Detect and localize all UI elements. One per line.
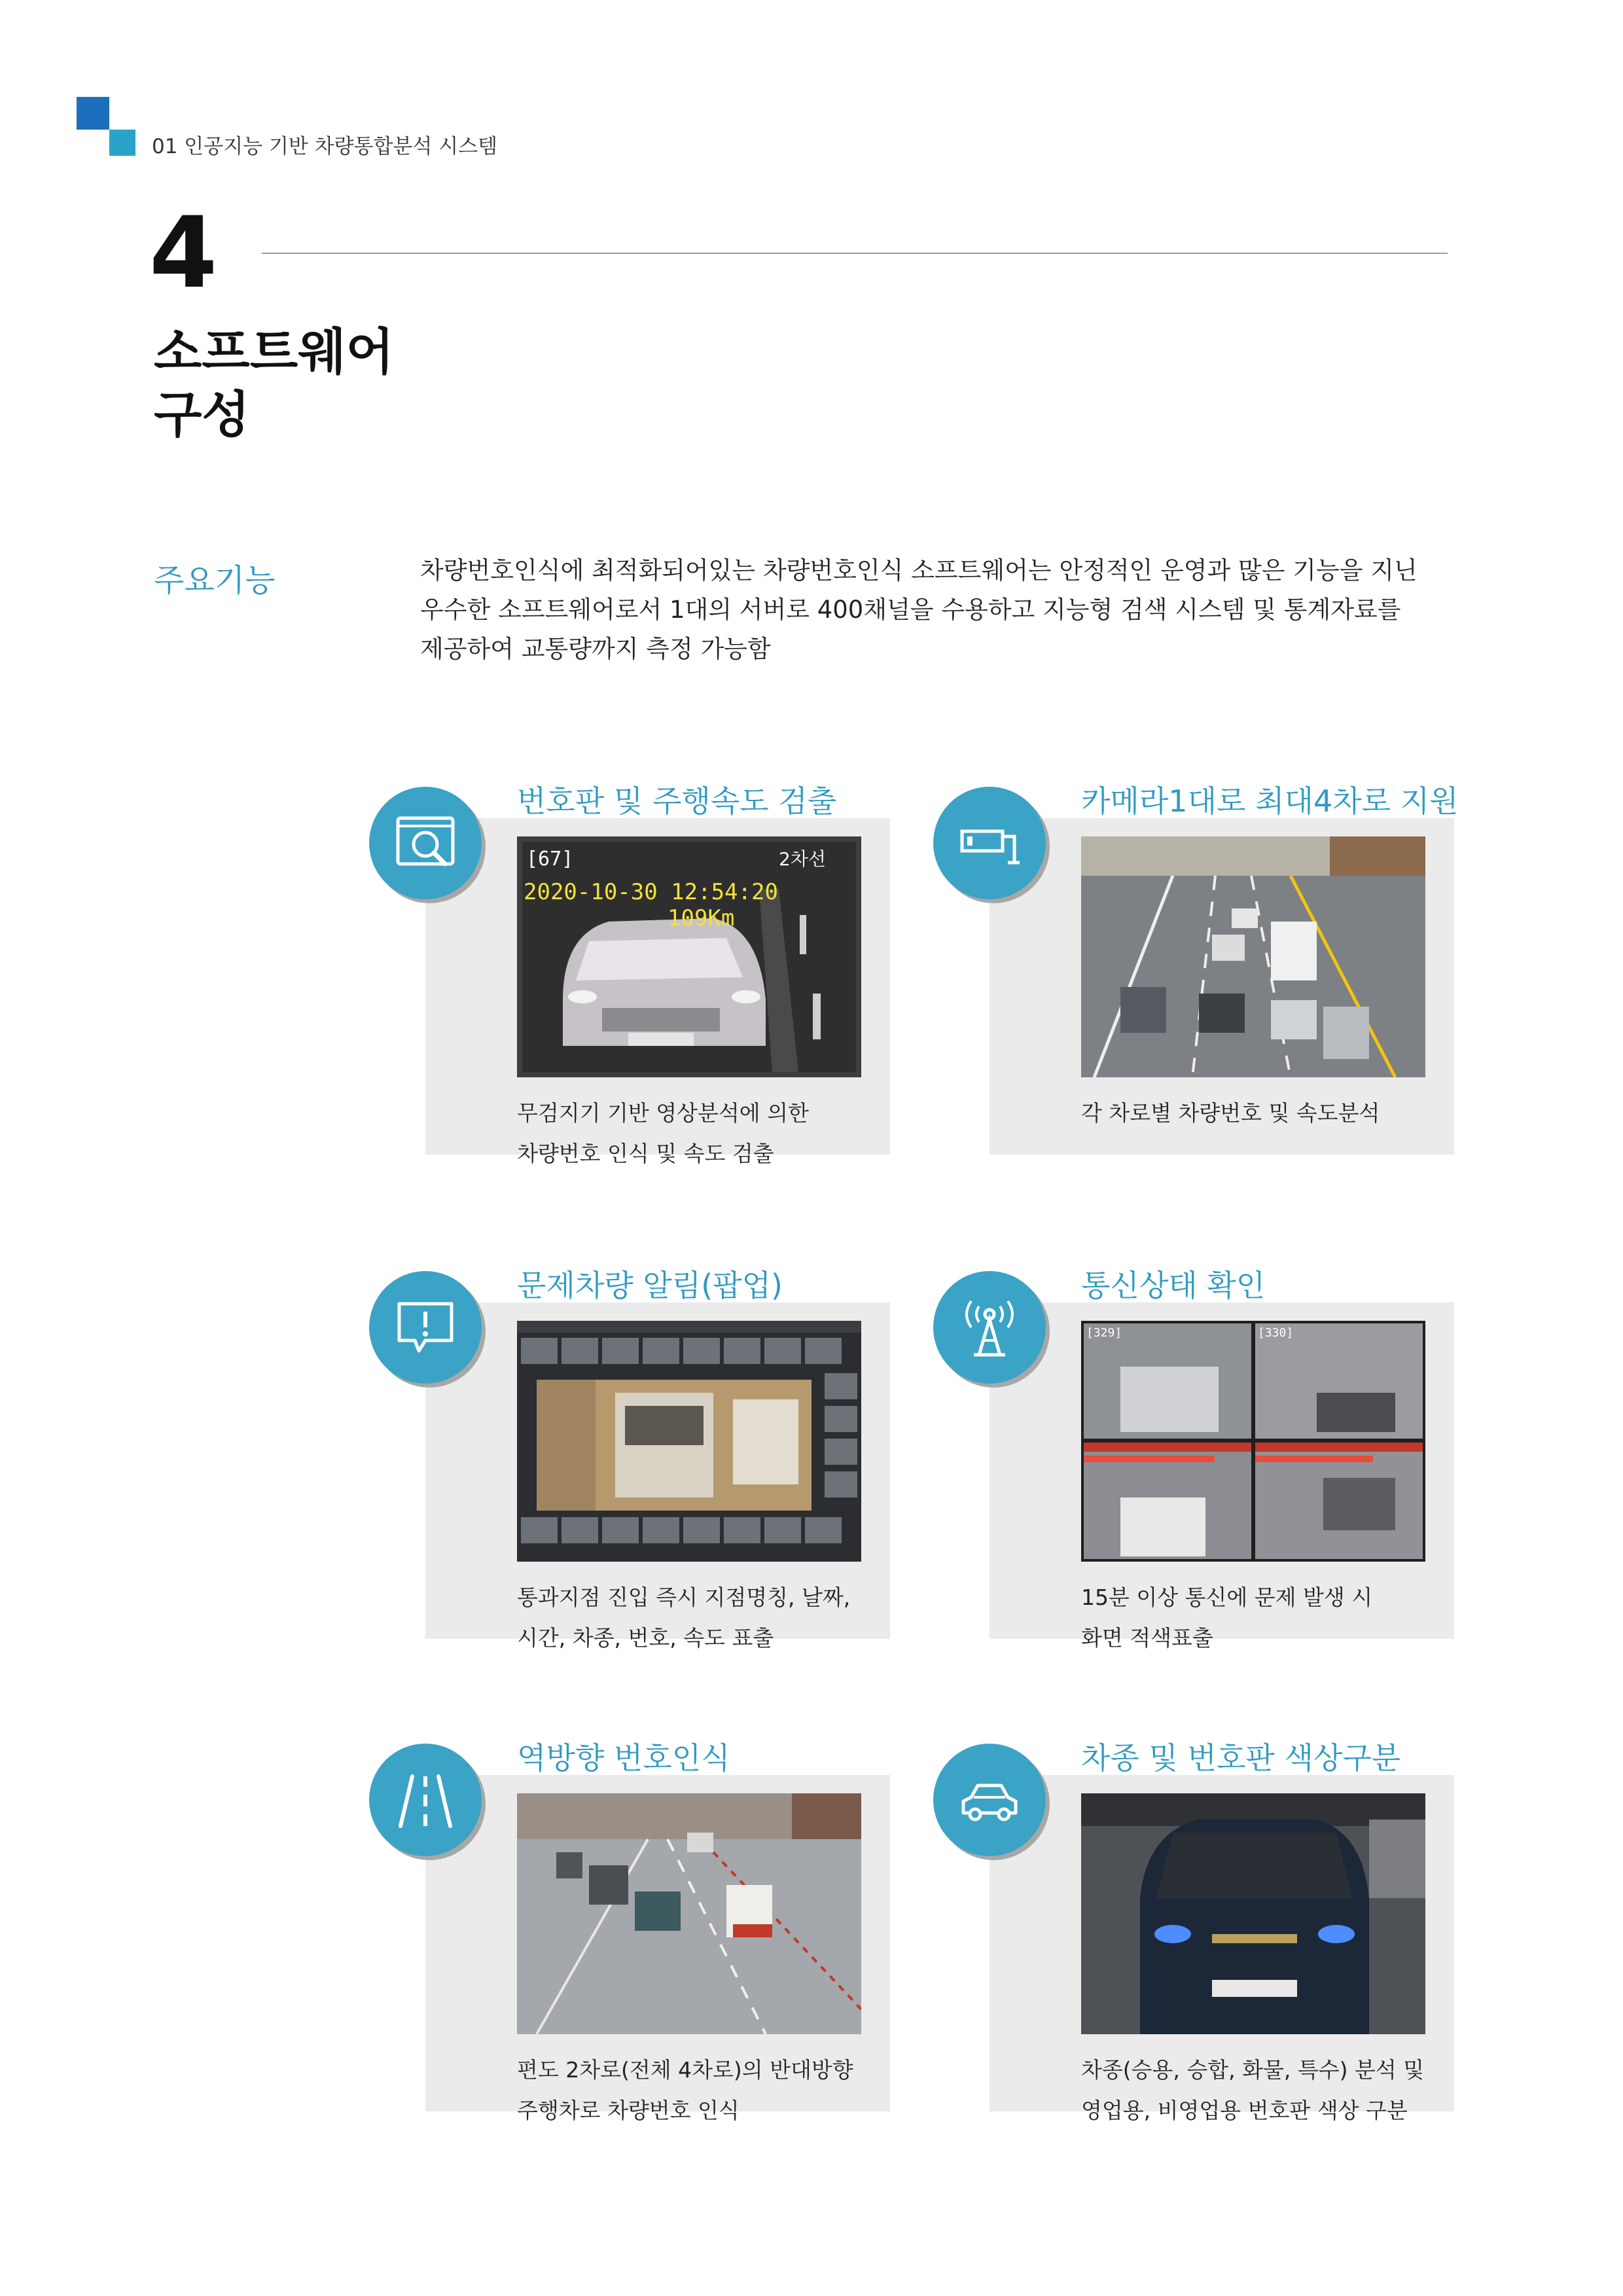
- feature-card-vehicle-type: [990, 1728, 1454, 2123]
- feature-photo: [517, 1321, 861, 1562]
- feature-description: [1081, 2050, 1424, 2131]
- feature-title: 문제차량 알림(팝업): [517, 1268, 783, 1303]
- overlay-channel: [67]: [526, 848, 574, 870]
- feature-description: [517, 2050, 853, 2131]
- magnify-screen-icon: [393, 810, 458, 876]
- feature-title: 카메라1대로 최대4차로 지원: [1081, 783, 1459, 819]
- overlay-lane: 2차선: [779, 848, 826, 870]
- cctv-camera-icon: [957, 810, 1022, 876]
- feature-icon-badge: [369, 1744, 482, 1856]
- chapter-title: [154, 321, 394, 446]
- title-divider: [262, 253, 1448, 254]
- header-square-light: [109, 130, 135, 156]
- feature-title: 번호판 및 주행속도 검출: [517, 783, 837, 819]
- feature-photo: [1081, 1793, 1425, 2034]
- overlay-channel: [329]: [1086, 1326, 1122, 1340]
- section-label: 주요기능: [154, 562, 276, 599]
- feature-icon-badge: [933, 1744, 1046, 1856]
- description-line: 영업용, 비영업용 번호판 색상 구분: [1081, 2098, 1408, 2123]
- header-label: 01 인공지능 기반 차량통합분석 시스템: [152, 135, 498, 158]
- description-line: 무검지기 기반 영상분석에 의한: [517, 1100, 809, 1126]
- feature-card-reverse-direction: [425, 1728, 890, 2123]
- description-line: 통과지점 진입 즉시 지점명칭, 날짜,: [517, 1585, 851, 1610]
- feature-description: [517, 1093, 809, 1174]
- feature-title: 통신상태 확인: [1081, 1268, 1266, 1303]
- feature-photo: [1081, 1321, 1425, 1562]
- description-line: 주행차로 차량번호 인식: [517, 2098, 740, 2123]
- feature-icon-badge: [933, 787, 1046, 899]
- feature-photo: [517, 1793, 861, 2034]
- car-icon: [957, 1767, 1022, 1833]
- description-line: 시간, 차종, 번호, 속도 표출: [517, 1625, 774, 1651]
- feature-photo: [517, 836, 861, 1077]
- overlay-speed: 109Km: [668, 905, 735, 931]
- feature-icon-badge: [369, 1271, 482, 1384]
- feature-description: [517, 1577, 850, 1659]
- feature-description: [1081, 1093, 1380, 1134]
- feature-icon-badge: [933, 1271, 1046, 1384]
- alert-bubble-icon: [393, 1295, 458, 1360]
- description-line: 각 차로별 차량번호 및 속도분석: [1081, 1100, 1380, 1126]
- overlay-channel: [330]: [1258, 1326, 1294, 1340]
- description-line: 15분 이상 통신에 문제 발생 시: [1081, 1585, 1373, 1610]
- overlay-datetime: 2020-10-30 12:54:20: [524, 879, 778, 905]
- feature-card-alert-popup: [425, 1255, 890, 1651]
- description-line: 편도 2차로(전체 4차로)의 반대방향: [517, 2057, 853, 2083]
- feature-description: [1081, 1577, 1372, 1659]
- feature-card-plate-speed: [425, 771, 890, 1166]
- signal-tower-icon: [957, 1295, 1022, 1360]
- intro-paragraph: [420, 551, 1461, 669]
- description-line: 화면 적색표출: [1081, 1625, 1213, 1651]
- feature-card-multi-lane: [990, 771, 1459, 1155]
- header-square-dark: [77, 97, 109, 130]
- intro-line: 차량번호인식에 최적화되어있는 차량번호인식 소프트웨어는 안정적인 운영과 많은 기능을 지닌: [420, 556, 1418, 584]
- description-line: 차종(승용, 승합, 화물, 특수) 분석 및: [1081, 2057, 1425, 2083]
- feature-title: 차종 및 번호판 색상구분: [1081, 1740, 1401, 1776]
- feature-card-connection-status: [990, 1255, 1454, 1651]
- intro-line: 제공하여 교통량까지 측정 가능함: [420, 635, 771, 663]
- intro-line: 우수한 소프트웨어로서 1대의 서버로 400채널을 수용하고 지능형 검색 시스템 및 통계자료를: [420, 596, 1401, 624]
- road-lanes-icon: [393, 1767, 458, 1833]
- feature-icon-badge: [369, 787, 482, 899]
- chapter-number: 4: [149, 196, 218, 310]
- feature-title: 역방향 번호인식: [517, 1740, 730, 1776]
- chapter-title-line2: 구성: [154, 386, 250, 444]
- description-line: 차량번호 인식 및 속도 검출: [517, 1141, 774, 1166]
- feature-photo: [1081, 836, 1425, 1077]
- chapter-title-line1: 소프트웨어: [154, 323, 395, 381]
